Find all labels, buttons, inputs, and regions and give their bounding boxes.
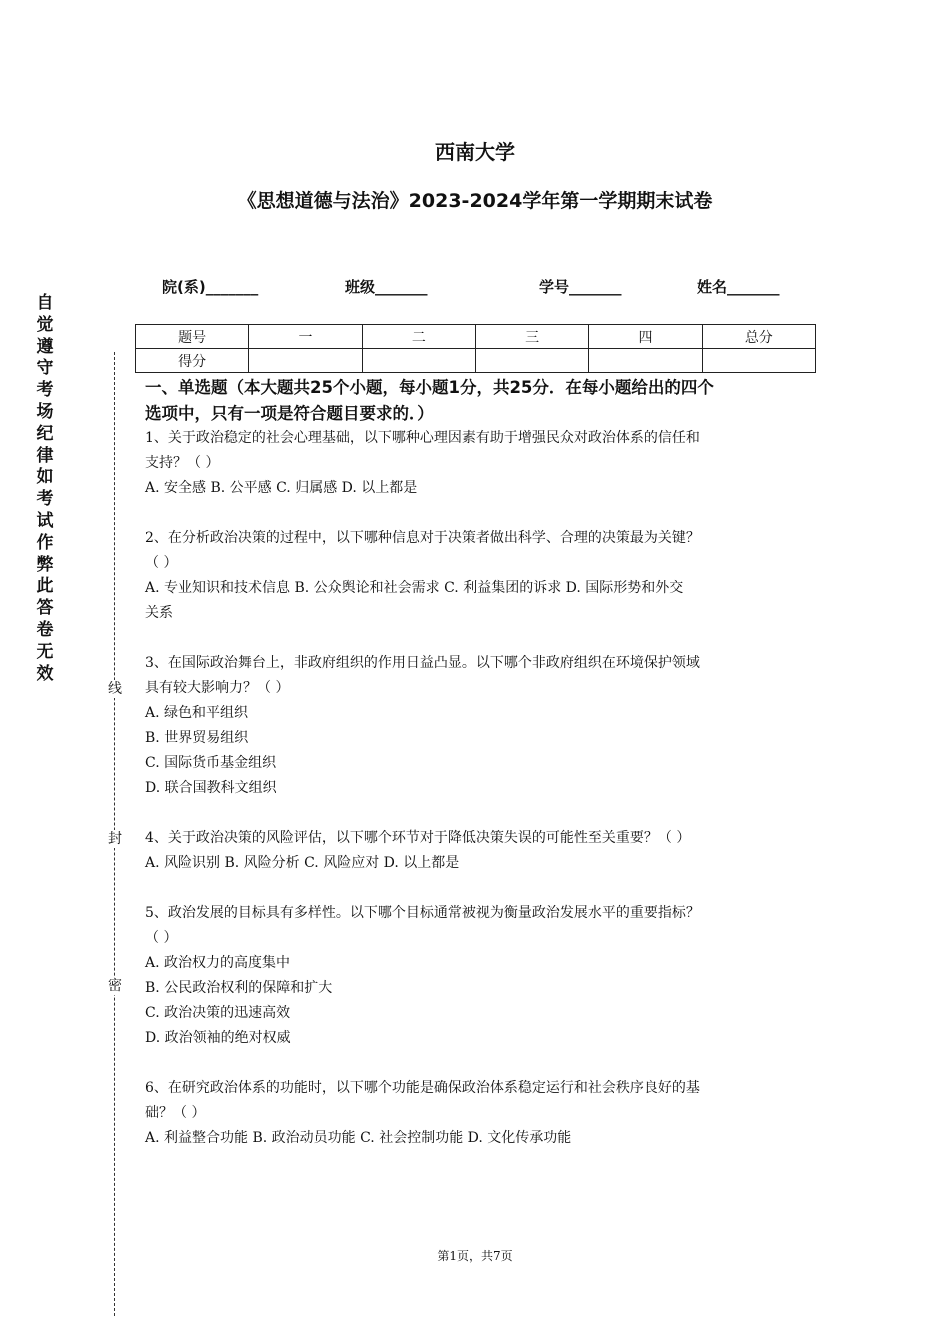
side-notice-char: 自: [36, 293, 54, 313]
side-notice-char: 试: [36, 510, 54, 531]
side-notice-char: 考: [36, 489, 54, 510]
side-notice-char: 觉: [36, 314, 54, 335]
score-table-cell: [589, 349, 702, 373]
score-table-cell: [702, 349, 815, 373]
side-notice-char: 律: [36, 445, 54, 466]
side-notice-char: 答: [36, 598, 54, 619]
question-3-option-c: C. 国际货币基金组织: [145, 755, 277, 771]
page-footer: 第1页，共7页: [437, 1249, 513, 1263]
cut-label-seal: 封: [108, 831, 122, 847]
score-table-cell: 四: [589, 325, 702, 349]
question-5-option-d: D. 政治领袖的绝对权威: [145, 1030, 291, 1046]
score-table-cell: 一: [249, 325, 362, 349]
question-6-stem: 6、在研究政治体系的功能时，以下哪个功能是确保政治体系稳定运行和社会秩序良好的基: [145, 1080, 700, 1096]
question-3-option-a: A. 绿色和平组织: [145, 705, 249, 721]
question-3-stem: 具有较大影响力？（ ）: [145, 680, 290, 696]
school-name: 西南大学: [435, 140, 515, 164]
question-3-option-b: B. 世界贸易组织: [145, 730, 249, 746]
side-notice-char: 场: [36, 401, 54, 422]
section-heading-line: 一、单选题（本大题共25个小题，每小题1分，共25分．在每小题给出的四个: [145, 378, 714, 397]
side-notice-char: 遵: [36, 336, 54, 357]
section-heading-line: 选项中，只有一项是符合题目要求的．）: [145, 404, 434, 423]
score-table-header-row: [136, 325, 816, 349]
field-department: 院(系)_______: [162, 278, 259, 296]
question-4-stem: 4、关于政治决策的风险评估，以下哪个环节对于降低决策失误的可能性至关重要？（ ）: [145, 830, 691, 846]
question-5-stem: （ ）: [145, 930, 178, 946]
question-3-option-d: D. 联合国教科文组织: [145, 780, 277, 796]
score-table-cell: 三: [475, 325, 588, 349]
side-notice-char: 此: [36, 576, 54, 597]
side-notice-char: 无: [36, 641, 54, 662]
cut-label-line: 线: [108, 681, 122, 697]
question-6-stem: 础？（ ）: [145, 1105, 206, 1121]
question-2-options: A. 专业知识和技术信息 B. 公众舆论和社会需求 C. 利益集团的诉求 D. 国际形势和外交: [145, 580, 684, 596]
side-notice-char: 效: [36, 663, 54, 684]
side-notice-char: 卷: [36, 619, 54, 640]
question-2-options: 关系: [145, 605, 173, 621]
score-table-cell: 题号: [136, 325, 249, 349]
question-2-stem: （ ）: [145, 555, 178, 571]
score-table: [135, 324, 816, 373]
question-5-option-b: B. 公民政治权利的保障和扩大: [145, 980, 333, 996]
side-notice-char: 如: [36, 467, 54, 488]
side-notice-char: 弊: [36, 554, 54, 575]
field-name: 姓名_______: [697, 278, 780, 296]
field-class: 班级_______: [345, 278, 428, 296]
question-3-stem: 3、在国际政治舞台上，非政府组织的作用日益凸显。以下哪个非政府组织在环境保护领域: [145, 655, 700, 671]
side-notice-char: 考: [36, 380, 54, 401]
question-5-option-c: C. 政治决策的迅速高效: [145, 1005, 291, 1021]
score-table-cell: 二: [362, 325, 475, 349]
question-6-options: A. 利益整合功能 B. 政治动员功能 C. 社会控制功能 D. 文化传承功能: [145, 1130, 572, 1146]
question-5-option-a: A. 政治权力的高度集中: [145, 955, 291, 971]
exam-title: 《思想道德与法治》2023-2024学年第一学期期末试卷: [237, 190, 713, 212]
question-5-stem: 5、政治发展的目标具有多样性。以下哪个目标通常被视为衡量政治发展水平的重要指标？: [145, 905, 700, 921]
score-table-cell: 总分: [702, 325, 815, 349]
question-1-options: A. 安全感 B. 公平感 C. 归属感 D. 以上都是: [145, 480, 418, 496]
score-table-cell: 得分: [136, 349, 249, 373]
section-heading: [145, 375, 815, 427]
side-notice-char: 作: [36, 532, 54, 553]
score-table-cell: [362, 349, 475, 373]
score-table-score-row: [136, 349, 816, 373]
score-table-cell: [475, 349, 588, 373]
question-4-options: A. 风险识别 B. 风险分析 C. 风险应对 D. 以上都是: [145, 855, 460, 871]
question-1-stem: 支持？（ ）: [145, 455, 220, 471]
side-notice: [34, 293, 56, 685]
side-notice-char: 守: [36, 358, 54, 379]
field-student-id: 学号_______: [539, 278, 622, 296]
cut-label-secret: 密: [108, 978, 122, 994]
question-2-stem: 2、在分析政治决策的过程中，以下哪种信息对于决策者做出科学、合理的决策最为关键？: [145, 530, 700, 546]
score-table-cell: [249, 349, 362, 373]
question-1-stem: 1、关于政治稳定的社会心理基础，以下哪种心理因素有助于增强民众对政治体系的信任和: [145, 430, 700, 446]
side-notice-char: 纪: [36, 423, 54, 444]
